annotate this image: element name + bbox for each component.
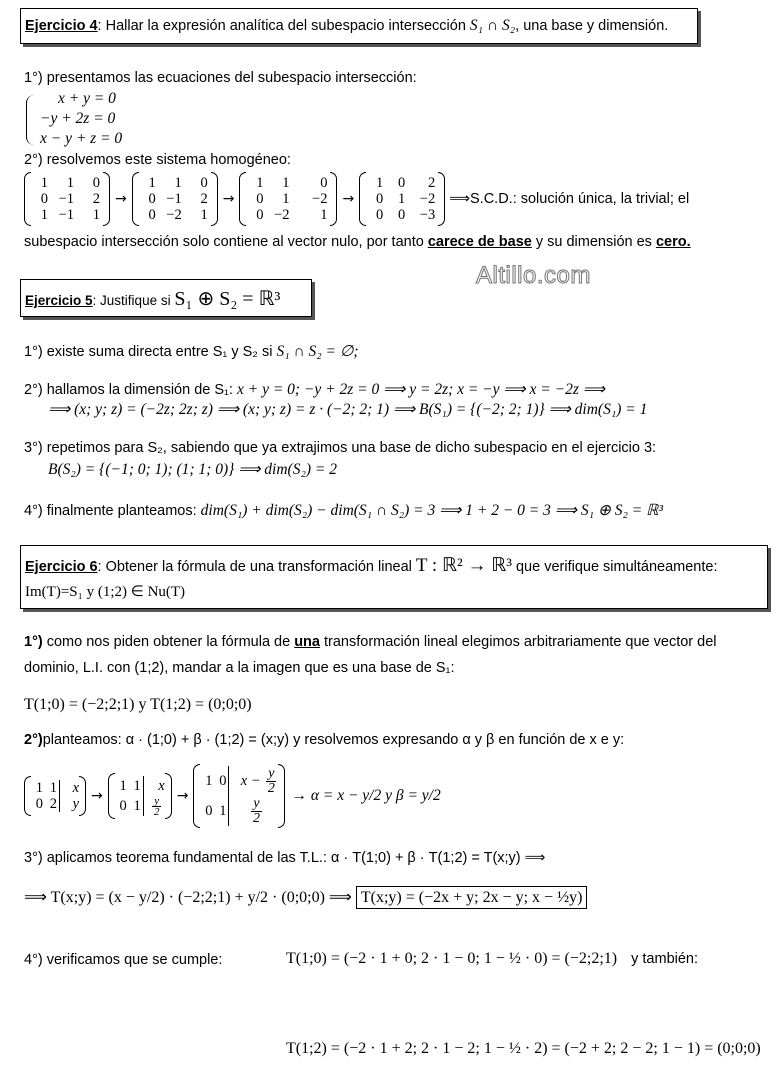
- matrix-1: 1 1 0 0 −1 2 1 −1 1: [24, 172, 110, 226]
- exercise-6-text2: que verifique simultáneamente:: [511, 559, 718, 575]
- ej4-conclusion: subespacio intersección solo contiene al vector nulo, por tanto carece de base y su dimensión es cero.: [24, 234, 691, 250]
- augmented-reduction: 1 1 x 0 2 y → 1 1 x 0 1 $\frac{y}{2}$ → 1 0 x − $\frac{y}{2}$ 0 1 $\frac{y}{2}$ → α = x − y/2 y β = y/2: [24, 764, 441, 828]
- ej5-step3: 3°) repetimos para S₂, sabiendo que ya extrajimos una base de dicho subespacio en el ejercicio 3:: [24, 440, 657, 456]
- exercise-5-header: [20, 279, 312, 317]
- matrix-3: 1 1 0 0 1 −2 0 −2 1: [239, 172, 337, 226]
- ej6-verify-1: T(1;0) = (−2 · 1 + 0; 2 · 1 − 0; 1 − ½ · 0) = (−2;2;1) y también:: [286, 950, 699, 967]
- exercise-4-text: : Hallar la expresión analítica del subespacio intersección: [97, 18, 470, 34]
- exercise-6-label: Ejercicio 6: [25, 559, 98, 575]
- result-formula-box: T(x;y) = (−2x + y; 2x − y; x − ½y): [356, 886, 588, 909]
- ej4-step2: 2°) resolvemos este sistema homogéneo:: [24, 152, 291, 168]
- ej5-step1: 1°) existe suma directa entre S₁ y S₂ si S₁ ∩ S₂ = ∅;: [24, 343, 359, 360]
- exercise-6-line2: Im(T)=S₁ y (1;2) ∈ Nu(T): [25, 584, 186, 600]
- arrow-icon: →: [115, 191, 127, 207]
- ej5-step4: 4°) finalmente planteamos: dim(S₁) + dim(S₂) − dim(S₁ ∩ S₂) = 3 ⟹ 1 + 2 − 0 = 3 ⟹ S₁ ⊕ S₂ = ℝ³: [24, 502, 663, 519]
- ej6-step3-eq: ⟹ T(x;y) = (x − y/2) · (−2;2;1) + y/2 · (0;0;0) ⟹ T(x;y) = (−2x + y; 2x − y; x − ½y): [24, 887, 587, 907]
- exercise-6-header: [20, 545, 768, 609]
- exercise-5-math: S₁ ⊕ S₂ = ℝ³: [174, 288, 281, 310]
- exercise-6-math: T : ℝ² → ℝ³: [415, 555, 512, 576]
- ej4-eq3: x − y + z = 0: [40, 130, 123, 147]
- ej5-step3-cont: B(S₂) = {(−1; 0; 1); (1; 1; 0)} ⟹ dim(S₂) = 2: [48, 461, 337, 478]
- system-brace: [26, 95, 35, 145]
- exercise-4-label: Ejercicio 4: [25, 18, 98, 34]
- row-reduction: [24, 172, 689, 226]
- ej4-eq1: x + y = 0: [58, 90, 116, 107]
- matrix-2: 1 1 0 0 −1 2 0 −2 1: [132, 172, 218, 226]
- ej5-step2-cont: ⟹ (x; y; z) = (−2z; 2z; z) ⟹ (x; y; z) = z · (−2; 2; 1) ⟹ B(S₁) = {(−2; 2; 1)} ⟹ dim(S₁) = 1: [48, 401, 648, 418]
- matrix-4: 1 0 2 0 1 −2 0 0 −3: [359, 172, 445, 226]
- ej6-step2: 2°)planteamos: α · (1;0) + β · (1;2) = (x;y) y resolvemos expresando α y β en función de x e y:: [24, 732, 625, 748]
- ej4-eq2: −y + 2z = 0: [40, 110, 116, 127]
- ej6-step1-cont: dominio, L.I. con (1;2), mandar a la imagen que es una base de S₁:: [24, 660, 455, 676]
- scd-text: ⟹S.C.D.: solución única, la trivial; el: [449, 191, 690, 207]
- exercise-4-math: S₁ ∩ S₂: [469, 17, 516, 34]
- ej6-step4: 4°) verificamos que se cumple:: [24, 952, 223, 968]
- ej5-step2: 2°) hallamos la dimensión de S₁: x + y = 0; −y + 2z = 0 ⟹ y = 2z; x = −y ⟹ x = −2z ⟹: [24, 381, 605, 398]
- exercise-5-label: Ejercicio 5: [25, 293, 93, 308]
- ej6-t-values: T(1;0) = (−2;2;1) y T(1;2) = (0;0;0): [24, 696, 252, 713]
- ej6-verify-2: T(1;2) = (−2 · 1 + 2; 2 · 1 − 2; 1 − ½ · 2) = (−2 + 2; 2 − 2; 1 − 1) = (0;0;0): [286, 1040, 761, 1057]
- ej4-step1: 1°) presentamos las ecuaciones del subespacio intersección:: [24, 70, 417, 86]
- exercise-5-text: : Justifique si: [92, 293, 175, 308]
- watermark-logo: Altillo.com: [476, 262, 591, 289]
- exercise-6-text: : Obtener la fórmula de una transformación lineal: [97, 559, 416, 575]
- exercise-4-header: [20, 8, 698, 44]
- alpha-beta-result: → α = x − y/2 y β = y/2: [291, 787, 441, 804]
- exercise-4-text2: , una base y dimensión.: [515, 18, 669, 34]
- arrow-icon: →: [342, 191, 355, 207]
- arrow-icon: →: [222, 191, 235, 207]
- ej6-step3: 3°) aplicamos teorema fundamental de las T.L.: α · T(1;0) + β · T(1;2) = T(x;y) ⟹: [24, 850, 546, 866]
- ej6-step1: 1°) como nos piden obtener la fórmula de una transformación lineal elegimos arbitrariamente que vector del: [24, 634, 717, 650]
